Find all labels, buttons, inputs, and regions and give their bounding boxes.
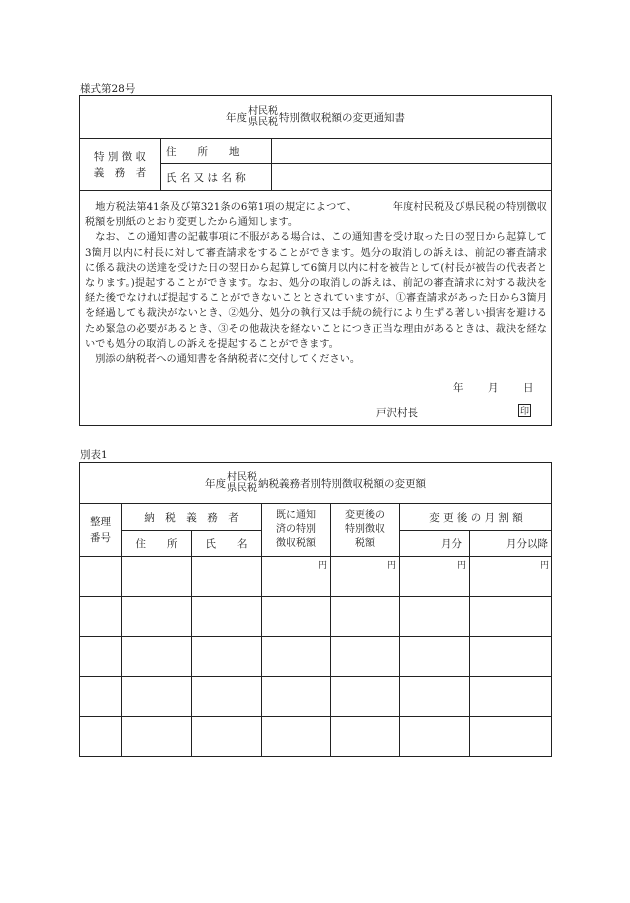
date-day: 日 — [523, 382, 534, 394]
notice-title-prefecture-tax: 県民税 — [248, 117, 278, 128]
date-year: 年 — [453, 382, 464, 394]
col-monthly-amount: 変 更 後 の 月 割 額 — [429, 511, 523, 524]
col-existing-line3: 徴収税額 — [276, 538, 316, 549]
col-changed-line1: 変更後の — [345, 510, 385, 521]
address-label: 住 所 地 — [166, 145, 240, 158]
yen-month: 円 — [457, 561, 467, 571]
name-field[interactable] — [272, 164, 551, 190]
col-changed-line2: 特別徴収 — [345, 524, 385, 535]
notice-paragraph-appeal: なお、この通知書の記載事項に不服がある場合は、この通知書を受け取った日の翌日から起算して3箇月以内に村長に対して審査請求をすることができます。処分の取消しの訴えは、前記の審査請求に係る裁決の送達を受けた日の翌日から起算して6箇月以内に村を被告として(村長が被告の代表者となります。)提起することができます。なお、処分の取消しの訴えは、前記の審査請求に対する裁決を経た後でなければ提起することができないこととされていますが、①審査請求があった日から3箇月を経過しても裁決がないとき、②処分、処分の執行又は手続の続行により生ずる著しい損害を避けるため緊急の必要があるとき、③その他裁決を経ないことにつき正当な理由があるときは、裁決を経ないでも処分の取消しの訴えを提起することができます。 — [85, 232, 547, 350]
col-existing-line1: 既に通知 — [276, 510, 316, 521]
col-serial-number — [80, 504, 121, 556]
col-month-after: 月分以降 — [506, 538, 548, 550]
obligor-label-line1: 特 別 徴 収 — [93, 150, 146, 163]
notice-title-village-tax: 村民税 — [248, 106, 278, 117]
name-label: 氏 名 又 は 名 称 — [166, 171, 246, 184]
date-month: 月 — [488, 382, 499, 394]
notice-paragraph-delivery: 別添の納税者への通知書を各納税者に交付してください。 — [95, 354, 361, 366]
col-month: 月分 — [441, 538, 462, 550]
notice-paragraph-legal-basis: 地方税法第41条及び第321条の6第1項の規定によつて、 年度村民税及び県民税の特別徴収税額を別紙のとおり変更したから通知します。 — [85, 202, 547, 229]
col-address: 住 所 — [135, 538, 178, 550]
attachment-title-village-tax: 村民税 — [227, 472, 257, 483]
attachment-title-prefix: 年度 — [205, 477, 226, 490]
obligor-label-line2: 義 務 者 — [93, 166, 147, 179]
yen-month-after: 円 — [540, 561, 550, 571]
yen-changed: 円 — [387, 561, 397, 571]
attachment-label: 別表1 — [80, 449, 108, 461]
notice-title-prefix: 年度 — [226, 111, 247, 124]
address-field[interactable] — [272, 139, 551, 163]
col-name: 氏 名 — [205, 538, 248, 550]
notice-title-suffix: 特別徴収税額の変更通知書 — [279, 111, 405, 124]
form-number-label: 様式第28号 — [80, 83, 136, 95]
yen-existing: 円 — [318, 561, 328, 571]
col-changed-line3: 税額 — [355, 538, 375, 549]
col-existing-amount — [262, 504, 330, 556]
notice-body — [85, 200, 547, 367]
attachment-title-prefecture-tax: 県民税 — [227, 483, 257, 494]
seal-mark: 印 — [518, 404, 531, 417]
attachment-title-suffix: 納税義務者別特別徴収税額の変更額 — [258, 477, 426, 490]
col-serial-line1: 整理 — [90, 516, 111, 528]
col-taxpayer: 納 税 義 務 者 — [144, 511, 239, 524]
obligor-label — [80, 139, 160, 190]
col-serial-line2: 番号 — [90, 532, 111, 544]
attachment-title — [79, 463, 552, 503]
col-existing-line2: 済の特別 — [276, 524, 316, 535]
signer-name: 戸沢村長 — [376, 407, 418, 419]
col-changed-amount — [331, 504, 399, 556]
notice-title — [79, 96, 552, 138]
